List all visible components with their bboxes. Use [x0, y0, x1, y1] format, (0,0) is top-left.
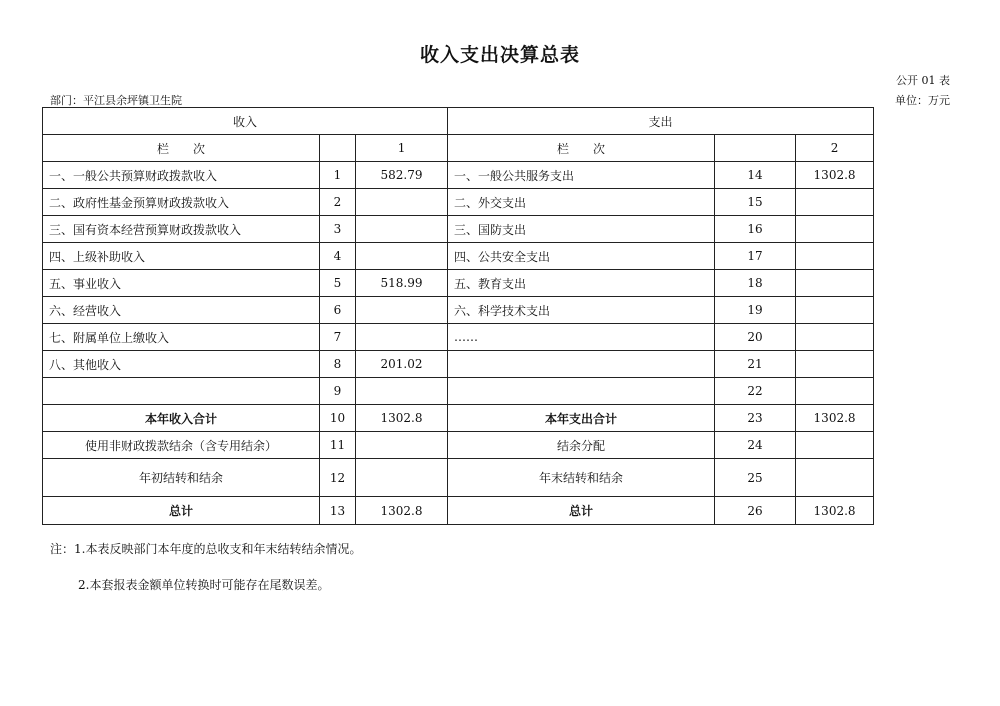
note-2: 2.本套报表金额单位转换时可能存在尾数误差。	[78, 578, 330, 592]
expense-amount: 1302.8	[796, 405, 874, 432]
table-row	[43, 378, 874, 405]
expense-item-name: 总计	[448, 497, 715, 525]
expense-col-number: 2	[796, 135, 874, 162]
table-column-header	[43, 135, 874, 162]
income-line-no: 11	[320, 432, 356, 459]
expense-item-name	[448, 351, 715, 378]
expense-line-no: 19	[715, 297, 796, 324]
expense-line-no: 23	[715, 405, 796, 432]
income-item-name: 二、政府性基金预算财政拨款收入	[43, 189, 320, 216]
income-amount	[356, 216, 448, 243]
income-amount: 1302.8	[356, 497, 448, 525]
income-line-no: 4	[320, 243, 356, 270]
expense-amount	[796, 351, 874, 378]
income-amount	[356, 189, 448, 216]
expense-item-name: 结余分配	[448, 432, 715, 459]
income-item-name: 三、国有资本经营预算财政拨款收入	[43, 216, 320, 243]
expense-item-name: ……	[448, 324, 715, 351]
income-line-no: 3	[320, 216, 356, 243]
income-item-name: 四、上级补助收入	[43, 243, 320, 270]
income-item-name: 年初结转和结余	[43, 459, 320, 497]
income-item-name: 使用非财政拨款结余（含专用结余）	[43, 432, 320, 459]
income-item-name: 五、事业收入	[43, 270, 320, 297]
table-row	[43, 243, 874, 270]
expense-line-no: 21	[715, 351, 796, 378]
expense-amount	[796, 459, 874, 497]
unit-label: 单位：万元	[895, 94, 950, 107]
income-line-no: 13	[320, 497, 356, 525]
income-line-no: 6	[320, 297, 356, 324]
form-code: 公开 01 表	[896, 74, 950, 87]
income-amount: 201.02	[356, 351, 448, 378]
income-amount	[356, 432, 448, 459]
expense-amount	[796, 243, 874, 270]
income-amount: 518.99	[356, 270, 448, 297]
expense-item-name	[448, 378, 715, 405]
expense-line-no: 16	[715, 216, 796, 243]
income-item-name	[43, 378, 320, 405]
expense-section-header: 支出	[448, 108, 874, 135]
department-label: 部门：平江县余坪镇卫生院	[50, 94, 182, 107]
expense-item-name: 五、教育支出	[448, 270, 715, 297]
income-item-name: 本年收入合计	[43, 405, 320, 432]
income-line-no: 2	[320, 189, 356, 216]
income-amount	[356, 378, 448, 405]
expense-line-no: 15	[715, 189, 796, 216]
expense-amount	[796, 216, 874, 243]
expense-item-name: 年末结转和结余	[448, 459, 715, 497]
expense-amount	[796, 297, 874, 324]
income-item-name: 八、其他收入	[43, 351, 320, 378]
table-row	[43, 324, 874, 351]
income-amount: 582.79	[356, 162, 448, 189]
income-line-no: 1	[320, 162, 356, 189]
income-amount	[356, 243, 448, 270]
expense-amount	[796, 378, 874, 405]
expense-item-name: 三、国防支出	[448, 216, 715, 243]
income-amount	[356, 324, 448, 351]
expense-amount	[796, 432, 874, 459]
income-item-name: 六、经营收入	[43, 297, 320, 324]
income-amount	[356, 459, 448, 497]
summary-row	[43, 432, 874, 459]
expense-amount	[796, 270, 874, 297]
income-line-no: 9	[320, 378, 356, 405]
income-amount: 1302.8	[356, 405, 448, 432]
expense-line-no: 20	[715, 324, 796, 351]
expense-item-name: 二、外交支出	[448, 189, 715, 216]
budget-table	[42, 107, 874, 525]
income-line-no: 7	[320, 324, 356, 351]
income-line-no: 8	[320, 351, 356, 378]
table-row	[43, 189, 874, 216]
expense-line-no: 18	[715, 270, 796, 297]
expense-amount	[796, 189, 874, 216]
income-amount	[356, 297, 448, 324]
expense-line-no: 24	[715, 432, 796, 459]
expense-item-name: 六、科学技术支出	[448, 297, 715, 324]
expense-line-no: 14	[715, 162, 796, 189]
note-1: 注：1.本表反映部门本年度的总收支和年末结转结余情况。	[50, 542, 362, 556]
income-line-no: 12	[320, 459, 356, 497]
expense-col-label: 栏 次	[448, 135, 715, 162]
expense-item-name: 一、一般公共服务支出	[448, 162, 715, 189]
table-row	[43, 297, 874, 324]
expense-line-no: 25	[715, 459, 796, 497]
income-item-name: 七、附属单位上缴收入	[43, 324, 320, 351]
income-line-no: 10	[320, 405, 356, 432]
table-section-header	[43, 108, 874, 135]
table-row	[43, 162, 874, 189]
expense-no-header	[715, 135, 796, 162]
income-section-header: 收入	[43, 108, 448, 135]
summary-row	[43, 497, 874, 525]
summary-row	[43, 459, 874, 497]
table-row	[43, 351, 874, 378]
expense-line-no: 22	[715, 378, 796, 405]
table-row	[43, 216, 874, 243]
income-col-label: 栏 次	[43, 135, 320, 162]
income-no-header	[320, 135, 356, 162]
summary-row	[43, 405, 874, 432]
table-row	[43, 270, 874, 297]
expense-item-name: 四、公共安全支出	[448, 243, 715, 270]
income-item-name: 一、一般公共预算财政拨款收入	[43, 162, 320, 189]
expense-line-no: 17	[715, 243, 796, 270]
expense-amount: 1302.8	[796, 162, 874, 189]
income-line-no: 5	[320, 270, 356, 297]
income-item-name: 总计	[43, 497, 320, 525]
notes	[50, 531, 361, 603]
expense-line-no: 26	[715, 497, 796, 525]
expense-amount: 1302.8	[796, 497, 874, 525]
expense-item-name: 本年支出合计	[448, 405, 715, 432]
expense-amount	[796, 324, 874, 351]
income-col-number: 1	[356, 135, 448, 162]
page-title: 收入支出决算总表	[419, 44, 580, 66]
